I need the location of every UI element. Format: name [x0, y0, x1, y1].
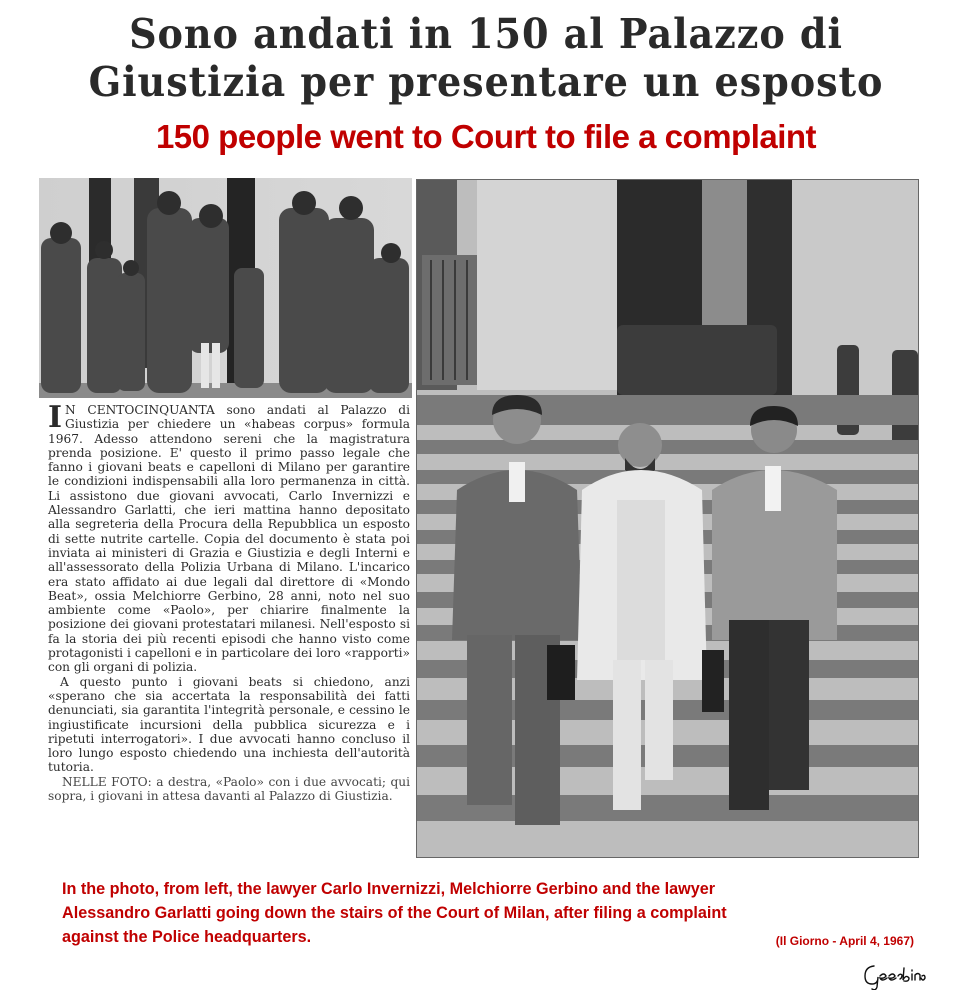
caption-line-3: against the Police headquarters.: [62, 928, 312, 946]
article-paragraph-1-text: N CENTOCINQUANTA sono andati al Palazzo di Giustizia per chiedere un «habeas corpus» formula 1967. Adesso attendono sereni che la magistratura prenda posizione. E' questo il primo passo legale che fanno i giovani beats e capelloni di Milano per garantire le condizioni indispensabili alla loro permanenza in città. Li assistono due giovani avvocati, Carlo Invernizzi e Alessandro Garlatti, che ieri mattina hanno depositato alla segreteria della Procura della Repubblica un esposto di sette nutrite cartelle. Copia del documento è stata poi inviata ai ministeri di Grazia e Giustizia e degli Interni e all'assessorato della Polizia Urbana di Milano. L'incarico era stato affidato ai due legali dal direttore di «Mondo Beat», ossia Melchiorre Gerbino, 28 anni, noto nel suo ambiente come «Paolo», per chiarire finalmente la posizione dei giovani protestatari milanesi. Nell'esposto si fa la storia dei più recenti episodi che hanno visto come protagonisti i capelloni e in particolare dei loro «rapporti» con gli organi di polizia.: [48, 403, 410, 675]
handwritten-signature: [862, 962, 926, 995]
signature-mark: [862, 962, 926, 990]
headline-line-2: Giustizia per presentare un esposto: [88, 58, 884, 106]
english-subtitle: 150 people went to Court to file a complaint: [155, 118, 817, 155]
source-credit: (Il Giorno - April 4, 1967): [775, 934, 914, 948]
crowd-photo-illustration: [39, 178, 412, 398]
crowd-photo: [39, 178, 412, 398]
article-paragraph-1: [48, 400, 410, 675]
photo-note: NELLE FOTO: a destra, «Paolo» con i due avvocati; qui sopra, i giovani in attesa davanti al Palazzo di Giustizia.: [48, 774, 410, 804]
drop-cap: I: [48, 400, 63, 435]
headline-line-1: Sono andati in 150 al Palazzo di: [129, 10, 843, 58]
courthouse-stairs-photo: [416, 179, 919, 858]
caption-line-2: Alessandro Garlatti going down the stairs of the Court of Milan, after filing a complaint: [62, 904, 727, 922]
caption-line-1: In the photo, from left, the lawyer Carlo Invernizzi, Melchiorre Gerbino and the lawyer: [62, 880, 716, 898]
article-body: [48, 400, 410, 804]
courthouse-stairs-illustration: [417, 180, 918, 857]
article-paragraph-2: A questo punto i giovani beats si chiedono, anzi «sperano che sia accertata la responsabilità dei fatti denunciati, sia garantita l'integrità personale, e cessino le ingiustificate incursioni della pubblica sicurezza e i ripetuti interrogatori». I due avvocati hanno concluso il loro lungo esposto chiedendo una inchiesta dell'autorità tutoria.: [48, 674, 410, 775]
